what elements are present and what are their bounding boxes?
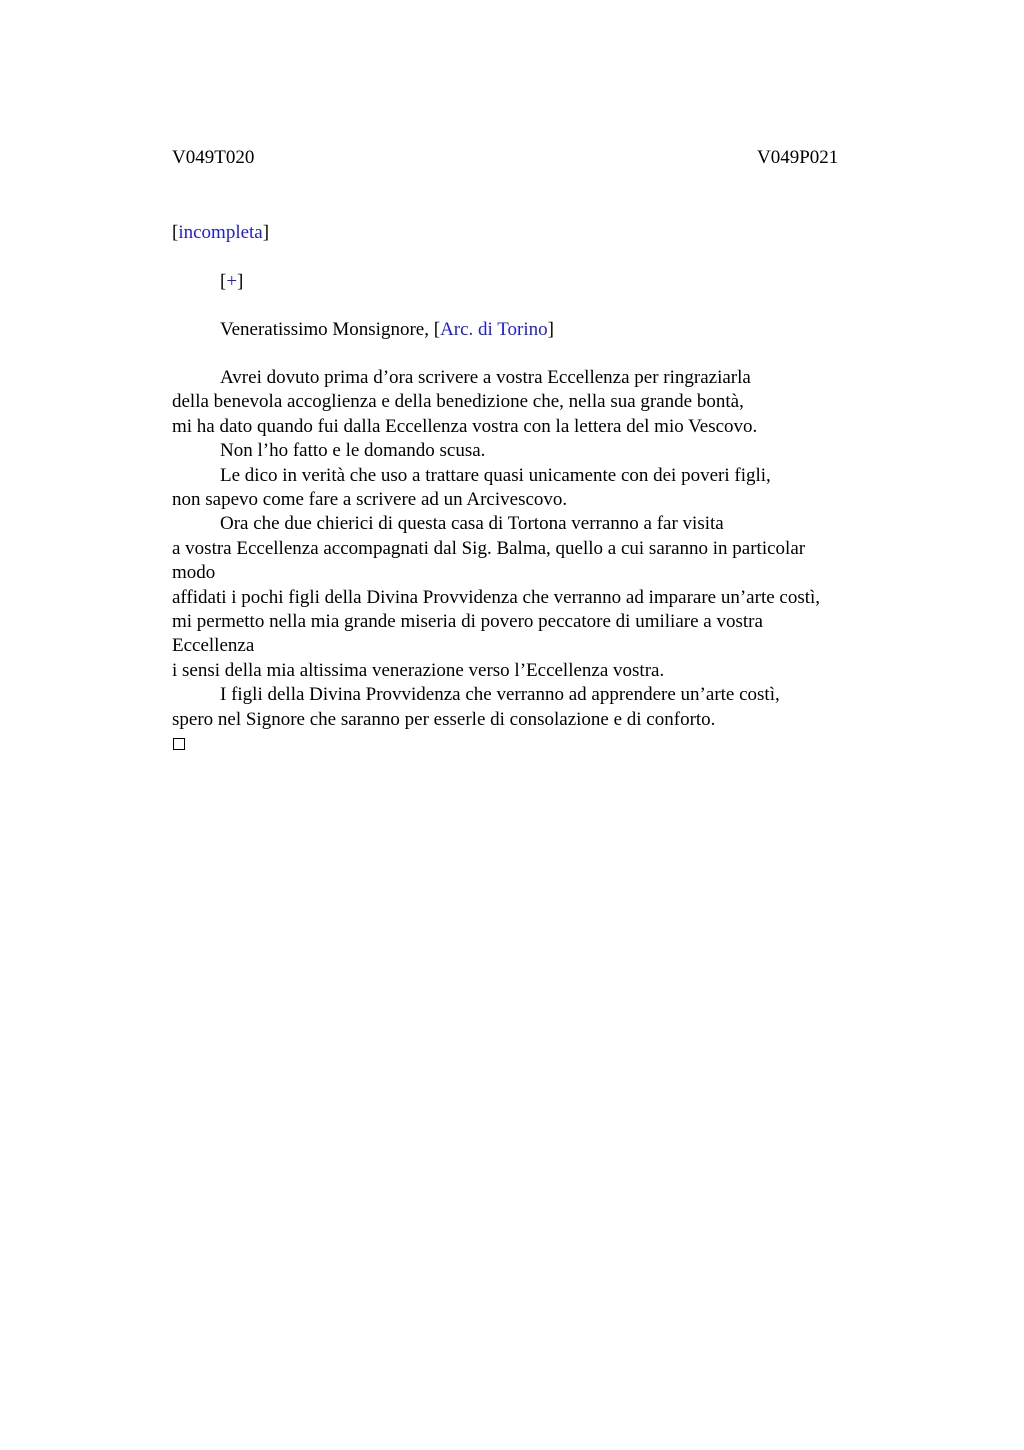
body-line: affidati i pochi figli della Divina Provvidenza che verranno ad imparare un’arte costì,	[172, 586, 821, 608]
expand-link[interactable]: +	[226, 271, 238, 292]
volume-code-left: V049T020	[172, 147, 255, 168]
document-page	[172, 0, 892, 1450]
bracket-close: ]	[547, 319, 554, 340]
bracket-close: ]	[237, 271, 244, 292]
salutation-text: Veneratissimo Monsignore,	[220, 319, 434, 340]
volume-code-right: V049P021	[757, 147, 839, 168]
expand-note	[220, 270, 243, 294]
incompleta-note	[172, 221, 269, 245]
body-line: spero nel Signore che saranno per esserle di consolazione e di conforto.	[172, 708, 716, 730]
body-line: della benevola accoglienza e della benedizione che, nella sua grande bontà,	[172, 391, 744, 413]
body-line: i sensi della mia altissima venerazione verso l’Eccellenza vostra.	[172, 659, 665, 681]
body-line: a vostra Eccellenza accompagnati dal Sig. Balma, quello a cui saranno in particolar	[172, 537, 806, 559]
bracket-open: [	[172, 222, 179, 243]
body-line: I figli della Divina Provvidenza che verranno ad apprendere un’arte costì,	[220, 684, 780, 706]
bracket-close: ]	[262, 222, 270, 243]
letter-body	[172, 366, 892, 732]
incompleta-link[interactable]: incompleta	[178, 222, 263, 243]
body-line: Le dico in verità che uso a trattare quasi unicamente con dei poveri figli,	[220, 464, 771, 486]
body-line: Ora che due chierici di questa casa di Tortona verranno a far visita	[220, 513, 724, 535]
end-of-text-box-icon	[173, 738, 185, 750]
bracket-open: [	[433, 319, 441, 340]
salutation	[220, 318, 554, 342]
body-line: Non l’ho fatto e le domando scusa.	[220, 440, 486, 462]
bracket-open: [	[220, 271, 227, 292]
body-line: Avrei dovuto prima d’ora scrivere a vostra Eccellenza per ringraziarla	[220, 367, 751, 388]
body-line: mi permetto nella mia grande miseria di povero peccatore di umiliare a vostra	[172, 611, 763, 633]
recipient-link[interactable]: Arc. di Torino	[440, 319, 548, 340]
body-line: mi ha dato quando fui dalla Eccellenza vostra con la lettera del mio Vescovo.	[172, 415, 758, 437]
body-line: Eccellenza	[172, 635, 255, 657]
body-line: modo	[172, 562, 216, 584]
body-line: non sapevo come fare a scrivere ad un Arcivescovo.	[172, 489, 568, 511]
